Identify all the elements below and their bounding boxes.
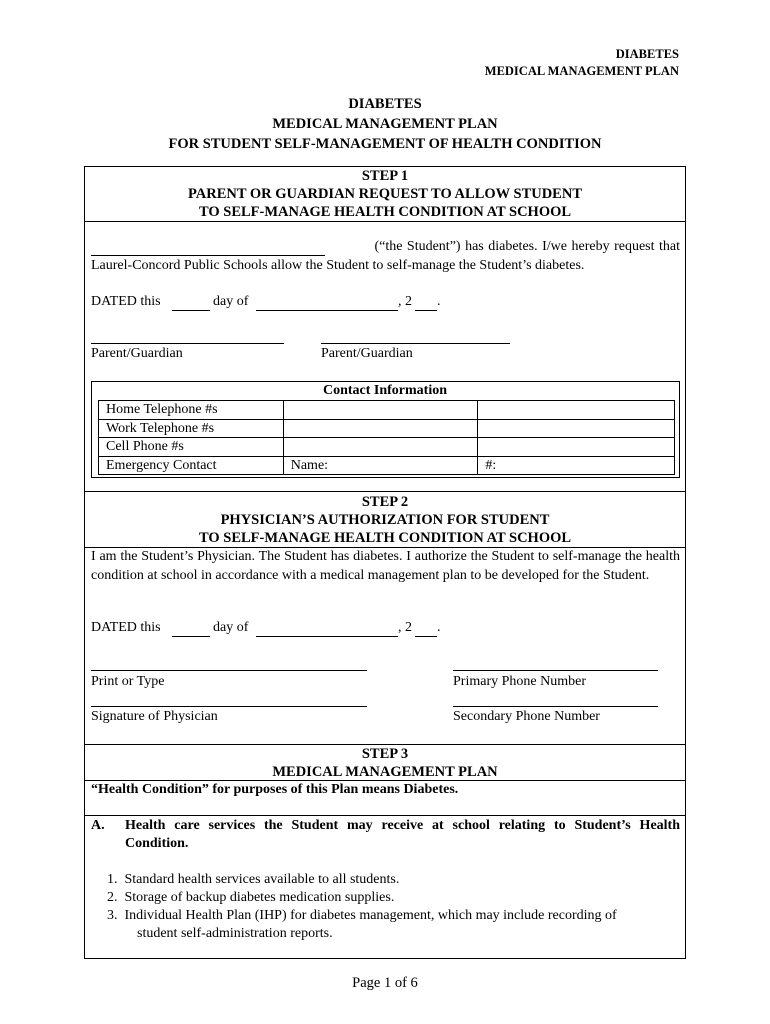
step1-year-prefix: , 2	[398, 294, 412, 309]
parent-signature-line-1[interactable]	[91, 343, 284, 344]
list-item-text: Individual Health Plan (IHP) for diabetes management, which may include recording of	[124, 908, 617, 923]
primary-phone-line[interactable]	[453, 670, 658, 671]
health-services-list	[107, 871, 682, 943]
primary-phone-label: Primary Phone Number	[453, 674, 586, 689]
contact-cell-cell-2[interactable]	[478, 438, 675, 457]
list-item-text: student self-administration reports.	[137, 926, 333, 941]
contact-label-cell: Cell Phone #s	[99, 438, 284, 457]
title-line1: DIABETES	[348, 96, 422, 112]
step2-heading	[0, 493, 770, 547]
running-header	[485, 46, 679, 80]
contact-label-home: Home Telephone #s	[99, 401, 284, 420]
physician-signature-line[interactable]	[91, 706, 367, 707]
step1-dayof-label: day of	[213, 294, 249, 309]
contact-table	[98, 400, 675, 475]
table-row	[99, 438, 675, 457]
step1-year-field[interactable]	[415, 310, 437, 311]
step1-heading-line1: STEP 1	[361, 168, 409, 184]
step3-heading	[0, 745, 770, 781]
step1-heading-line3: TO SELF-MANAGE HEALTH CONDITION AT SCHOOL	[198, 204, 572, 220]
contact-label-work: Work Telephone #s	[99, 419, 284, 438]
step3-heading-line2: MEDICAL MANAGEMENT PLAN	[272, 764, 498, 780]
step2-month-field[interactable]	[256, 636, 398, 637]
contact-info-title: Contact Information	[322, 383, 448, 398]
step2-dayof-label: day of	[213, 620, 249, 635]
student-name-field[interactable]	[91, 255, 325, 256]
step1-heading-divider	[84, 221, 686, 222]
request-line1: (“the Student”) has diabetes. I/we hereby request that	[374, 239, 680, 254]
section-a-line1: Health care services the Student may receive at school relating to Student’s Health	[125, 818, 680, 833]
definition-divider	[84, 815, 686, 816]
health-condition-definition: “Health Condition” for purposes of this Plan means Diabetes.	[91, 782, 459, 797]
table-row	[99, 401, 675, 420]
step2-day-field[interactable]	[172, 636, 210, 637]
step1-day-field[interactable]	[172, 310, 210, 311]
running-header-line2: MEDICAL MANAGEMENT PLAN	[484, 64, 679, 78]
step1-bottom-divider	[84, 491, 686, 492]
list-item-text: Storage of backup diabetes medication supplies.	[124, 890, 395, 905]
contact-cell-cell-1[interactable]	[283, 438, 478, 457]
list-item-number: 3.	[107, 908, 118, 923]
step2-heading-line1: STEP 2	[361, 494, 409, 510]
step2-dated-label: DATED this	[91, 620, 161, 635]
contact-home-cell-2[interactable]	[478, 401, 675, 420]
step1-month-field[interactable]	[256, 310, 398, 311]
table-row	[99, 456, 675, 475]
step2-heading-line3: TO SELF-MANAGE HEALTH CONDITION AT SCHOOL	[198, 530, 572, 546]
contact-home-cell-1[interactable]	[283, 401, 478, 420]
secondary-phone-line[interactable]	[453, 706, 658, 707]
table-row	[99, 419, 675, 438]
section-a-letter: A.	[91, 818, 105, 833]
signature-of-physician-label: Signature of Physician	[91, 709, 218, 724]
list-item	[107, 889, 682, 907]
physician-print-line[interactable]	[91, 670, 367, 671]
step1-dated-label: DATED this	[91, 294, 161, 309]
list-item	[107, 871, 682, 889]
parent-signature-line-2[interactable]	[321, 343, 510, 344]
contact-work-cell-2[interactable]	[478, 419, 675, 438]
parent-signature-label-2: Parent/Guardian	[321, 346, 413, 361]
step2-year-prefix: , 2	[398, 620, 412, 635]
title-line2: MEDICAL MANAGEMENT PLAN	[272, 116, 498, 132]
title-line3: FOR STUDENT SELF-MANAGEMENT OF HEALTH CONDITION	[168, 136, 602, 152]
list-item-number: 2.	[107, 890, 118, 905]
step2-heading-line2: PHYSICIAN’S AUTHORIZATION FOR STUDENT	[220, 512, 550, 528]
document-title	[0, 94, 770, 154]
emergency-name-cell[interactable]: Name:	[283, 456, 478, 475]
page-number: Page 1 of 6	[352, 975, 418, 991]
contact-work-cell-1[interactable]	[283, 419, 478, 438]
list-item	[107, 907, 682, 925]
step1-dated-period: .	[437, 294, 441, 309]
print-or-type-label: Print or Type	[91, 674, 165, 689]
emergency-number-cell[interactable]: #:	[478, 456, 675, 475]
list-item-number: 1.	[107, 872, 118, 887]
section-a-line2: Condition.	[125, 836, 189, 851]
parent-signature-label-1: Parent/Guardian	[91, 346, 183, 361]
step1-heading	[0, 167, 770, 221]
step3-heading-line1: STEP 3	[361, 746, 409, 762]
list-item-continuation	[107, 925, 682, 943]
step1-heading-line2: PARENT OR GUARDIAN REQUEST TO ALLOW STUDENT	[187, 186, 582, 202]
step2-dated-period: .	[437, 620, 441, 635]
request-line2: Laurel-Concord Public Schools allow the Student to self-manage the Student’s diabetes.	[91, 258, 585, 273]
physician-authorization-text: I am the Student’s Physician. The Student has diabetes. I authorize the Student to self-manage the health condition at school in accordance with a medical management plan to be developed for the Student.	[91, 549, 680, 583]
secondary-phone-label: Secondary Phone Number	[453, 709, 600, 724]
step2-year-field[interactable]	[415, 636, 437, 637]
contact-label-emergency: Emergency Contact	[99, 456, 284, 475]
running-header-line1: DIABETES	[615, 47, 679, 61]
list-item-text: Standard health services available to all students.	[124, 872, 400, 887]
